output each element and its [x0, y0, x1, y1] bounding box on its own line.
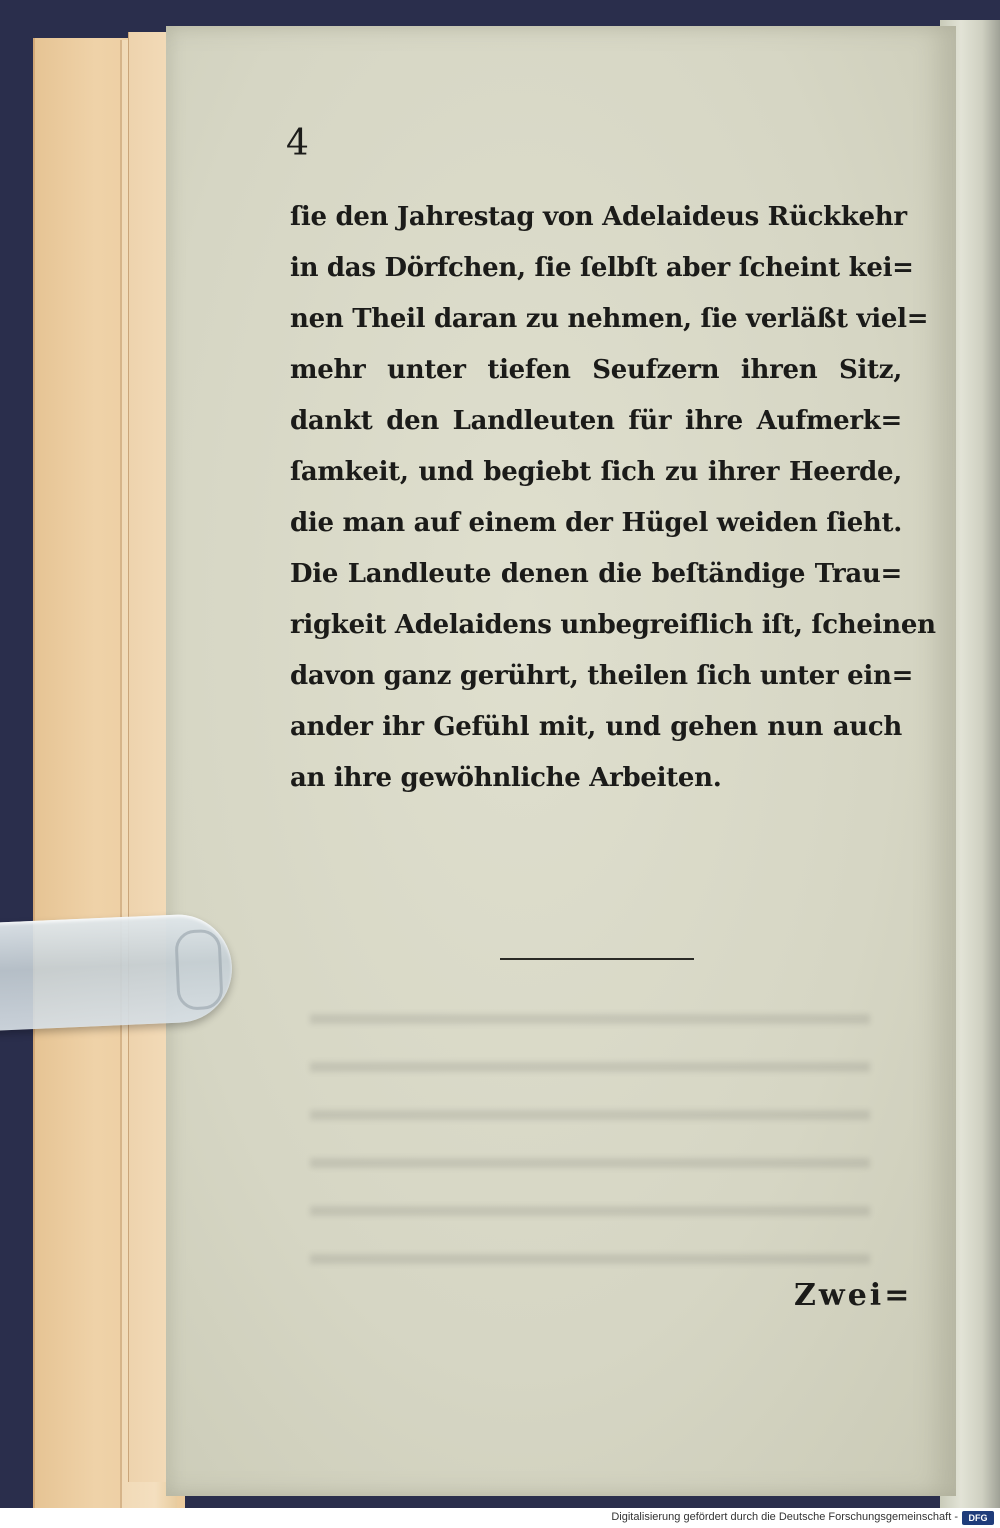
funding-credit: Digitalisierung gefördert durch die Deutsche Forschungsgemeinschaft - [611, 1511, 958, 1523]
text-line: die man auf einem der Hügel weiden ſieht. [290, 508, 902, 538]
text-line: nen Theil daran zu nehmen, ſie verläßt viel= [290, 304, 929, 334]
page-clip [0, 912, 234, 1031]
text-line: ſamkeit, und begiebt ſich zu ihrer Heerde, [290, 457, 902, 487]
text-line: Die Landleute denen die beſtändige Trau= [290, 559, 902, 589]
text-line: in das Dörfchen, ſie ſelbſt aber ſcheint kei= [290, 253, 914, 283]
text-line: davon ganz gerührt, theilen ſich unter ein= [290, 661, 914, 691]
page-number: 4 [286, 123, 309, 164]
text-line: rigkeit Adelaidens unbegreiflich iſt, ſcheinen [290, 610, 936, 640]
footer-bar [0, 1508, 1000, 1528]
clip-highlight [174, 929, 223, 1011]
dfg-logo: DFG [962, 1511, 994, 1525]
catchword: Zwei= [794, 1278, 913, 1313]
text-line: mehr unter tiefen Seufzern ihren Sitz, [290, 355, 902, 385]
show-through-text [310, 980, 870, 1280]
text-line: dankt den Landleuten für ihre Aufmerk= [290, 406, 902, 436]
text-line: ſie den Jahrestag von Adelaideus Rückkehr [290, 202, 907, 232]
text-line: ander ihr Gefühl mit, und gehen nun auch [290, 712, 902, 742]
text-line: an ihre gewöhnliche Arbeiten. [290, 763, 722, 793]
section-divider-rule [500, 958, 694, 960]
body-text [290, 192, 936, 804]
